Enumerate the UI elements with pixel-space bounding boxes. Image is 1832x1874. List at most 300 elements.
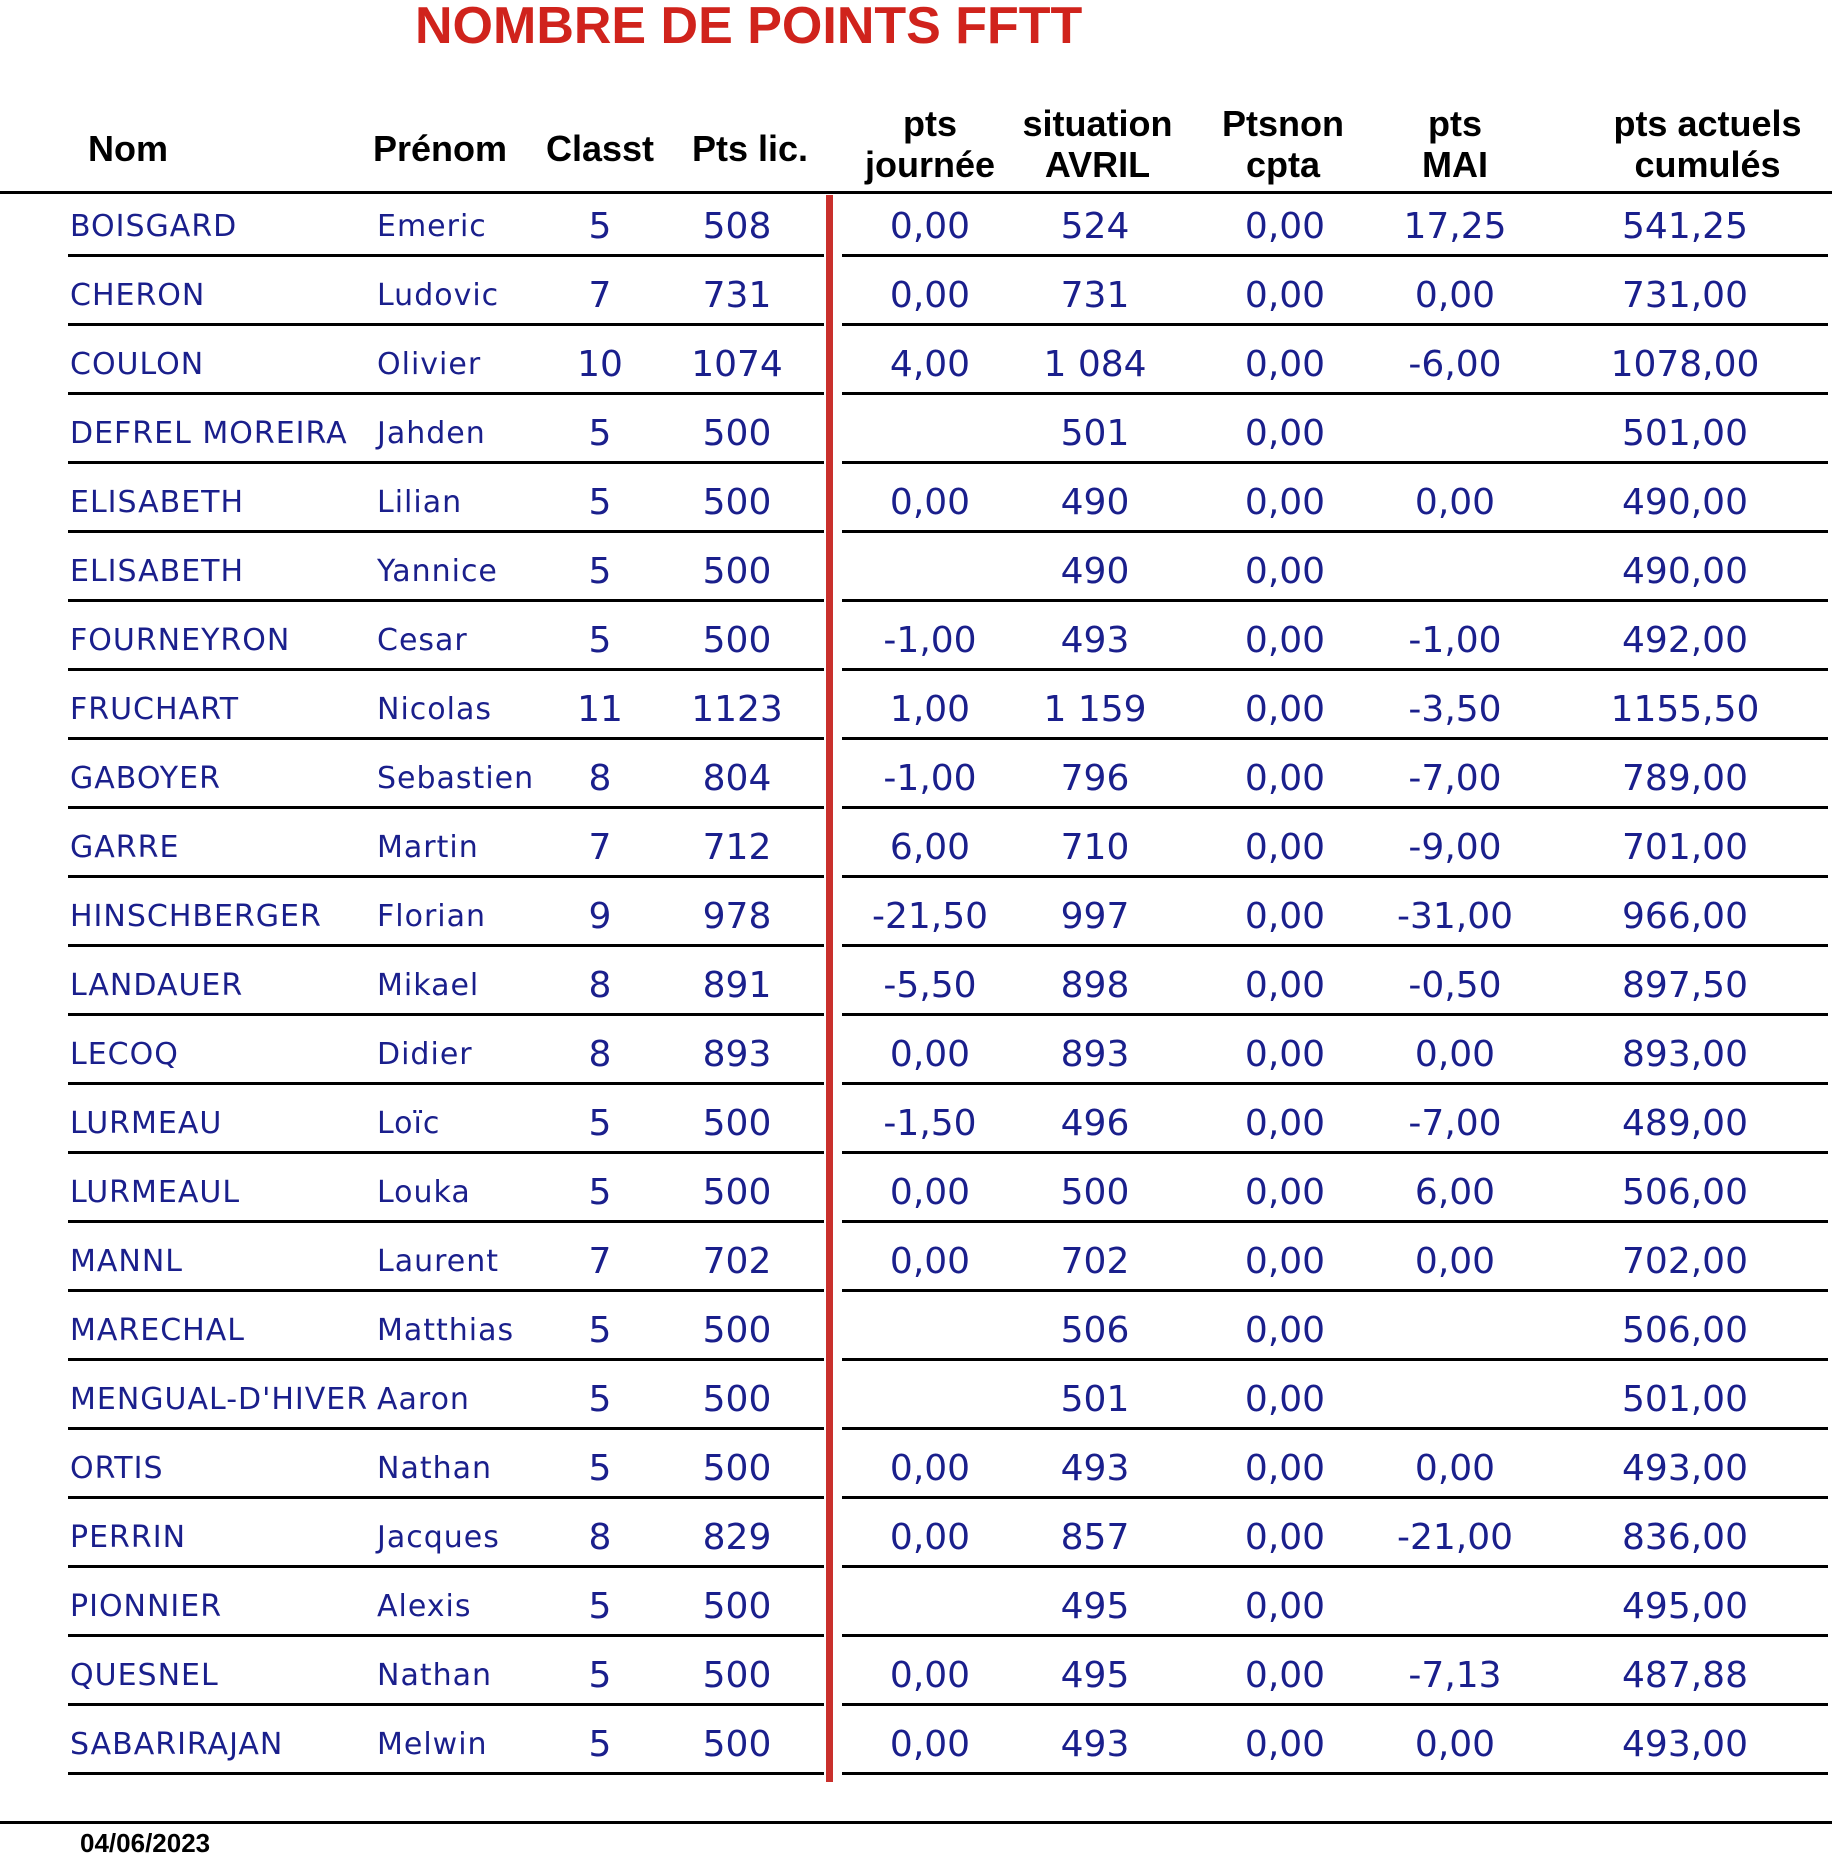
cell-pts-cumules: 501,00 [1622, 1379, 1748, 1420]
cell-prenom: Nathan [377, 1451, 492, 1486]
table-row [0, 1161, 1832, 1230]
cell-pts-lic: 829 [702, 1517, 772, 1558]
row-rule-right [842, 875, 1828, 878]
cell-classt: 5 [588, 1310, 612, 1351]
cell-nom: MENGUAL-D'HIVER [70, 1382, 369, 1417]
cell-situation-avril: 495 [1060, 1586, 1130, 1627]
table-row [0, 402, 1832, 471]
footer-date: 04/06/2023 [80, 1828, 211, 1858]
cell-prenom: Martin [377, 830, 479, 865]
cell-nom: GABOYER [70, 761, 221, 796]
cell-pts-cumules: 493,00 [1622, 1448, 1748, 1489]
header-pts-journee-line-2: journée [864, 144, 996, 185]
cell-pts-lic: 978 [702, 896, 772, 937]
cell-pts-non-cpta: 0,00 [1244, 1448, 1326, 1489]
cell-pts-journee: 0,00 [889, 1172, 971, 1213]
row-rule-left [68, 1634, 824, 1637]
cell-pts-non-cpta: 0,00 [1244, 344, 1326, 385]
cell-situation-avril: 490 [1060, 482, 1130, 523]
row-rule-right [842, 806, 1828, 809]
cell-pts-lic: 712 [702, 827, 772, 868]
cell-pts-non-cpta: 0,00 [1244, 1517, 1326, 1558]
row-rule-right [842, 1151, 1828, 1154]
table-row [0, 264, 1832, 333]
cell-pts-cumules: 789,00 [1622, 758, 1748, 799]
cell-nom: ORTIS [70, 1451, 164, 1486]
header-pts-mai-line-1: pts [1428, 103, 1482, 144]
header-classt-line-1: Classt [545, 128, 655, 169]
cell-pts-non-cpta: 0,00 [1244, 413, 1326, 454]
cell-pts-cumules: 489,00 [1622, 1103, 1748, 1144]
cell-situation-avril: 898 [1060, 965, 1130, 1006]
cell-pts-mai: 0,00 [1414, 1724, 1496, 1765]
row-rule-right [842, 1496, 1828, 1499]
row-rule-right [842, 737, 1828, 740]
row-rule-right [842, 254, 1828, 257]
cell-pts-cumules: 893,00 [1622, 1034, 1748, 1075]
cell-pts-mai [1370, 1378, 1540, 1422]
red-divider [826, 195, 833, 1782]
cell-pts-lic: 891 [702, 965, 772, 1006]
header-pts-journee [850, 103, 1010, 185]
cell-prenom: Matthias [377, 1313, 515, 1348]
header-prenom [365, 128, 515, 169]
cell-pts-journee: -5,50 [883, 965, 977, 1006]
cell-situation-avril: 1 084 [1043, 344, 1147, 385]
table-row [0, 1506, 1832, 1575]
header-pts-cumules-line-2: cumulés [1634, 144, 1781, 185]
cell-pts-lic: 500 [702, 620, 772, 661]
cell-pts-mai: 0,00 [1414, 275, 1496, 316]
cell-nom: FOURNEYRON [70, 623, 291, 658]
cell-pts-non-cpta: 0,00 [1244, 1586, 1326, 1627]
row-rule-right [842, 1565, 1828, 1568]
cell-pts-cumules: 541,25 [1622, 206, 1748, 247]
cell-situation-avril: 495 [1060, 1655, 1130, 1696]
row-rule-left [68, 1151, 824, 1154]
cell-pts-journee [845, 1378, 1015, 1422]
cell-situation-avril: 493 [1060, 620, 1130, 661]
cell-situation-avril: 893 [1060, 1034, 1130, 1075]
cell-situation-avril: 500 [1060, 1172, 1130, 1213]
cell-nom: LURMEAUL [70, 1175, 241, 1210]
cell-nom: QUESNEL [70, 1658, 219, 1693]
cell-prenom: Melwin [377, 1727, 488, 1762]
cell-pts-mai: -21,00 [1396, 1517, 1514, 1558]
row-rule-left [68, 1427, 824, 1430]
cell-pts-journee: 0,00 [889, 275, 971, 316]
cell-situation-avril: 493 [1060, 1448, 1130, 1489]
row-rule-left [68, 530, 824, 533]
cell-pts-journee: 1,00 [889, 689, 971, 730]
cell-pts-lic: 500 [702, 1172, 772, 1213]
cell-classt: 5 [588, 206, 612, 247]
table-row [0, 678, 1832, 747]
row-rule-left [68, 599, 824, 602]
cell-nom: COULON [70, 347, 205, 382]
cell-classt: 5 [588, 1586, 612, 1627]
cell-classt: 8 [588, 1034, 612, 1075]
cell-pts-non-cpta: 0,00 [1244, 1655, 1326, 1696]
table-row [0, 1023, 1832, 1092]
header-pts-non-cpta-line-2: cpta [1245, 144, 1321, 185]
cell-prenom: Florian [377, 899, 487, 934]
cell-pts-mai: 0,00 [1414, 1241, 1496, 1282]
cell-nom: SABARIRAJAN [70, 1727, 284, 1762]
cell-pts-lic: 508 [702, 206, 772, 247]
cell-pts-cumules: 506,00 [1622, 1310, 1748, 1351]
cell-situation-avril: 857 [1060, 1517, 1130, 1558]
cell-pts-mai: -0,50 [1408, 965, 1502, 1006]
cell-pts-cumules: 701,00 [1622, 827, 1748, 868]
cell-pts-journee: 0,00 [889, 1241, 971, 1282]
cell-pts-journee [845, 1309, 1015, 1353]
cell-pts-mai: 0,00 [1414, 1448, 1496, 1489]
cell-situation-avril: 501 [1060, 1379, 1130, 1420]
table-row [0, 747, 1832, 816]
cell-situation-avril: 490 [1060, 551, 1130, 592]
table-row [0, 1299, 1832, 1368]
cell-classt: 10 [577, 344, 623, 385]
cell-prenom: Nicolas [377, 692, 492, 727]
row-rule-left [68, 1496, 824, 1499]
cell-pts-journee: -1,00 [883, 620, 977, 661]
cell-pts-cumules: 1078,00 [1610, 344, 1760, 385]
cell-classt: 9 [588, 896, 612, 937]
cell-nom: LANDAUER [70, 968, 244, 1003]
cell-pts-lic: 500 [702, 1379, 772, 1420]
cell-nom: LURMEAU [70, 1106, 223, 1141]
cell-prenom: Didier [377, 1037, 473, 1072]
cell-pts-non-cpta: 0,00 [1244, 275, 1326, 316]
cell-nom: GARRE [70, 830, 180, 865]
cell-pts-non-cpta: 0,00 [1244, 965, 1326, 1006]
row-rule-left [68, 806, 824, 809]
cell-pts-non-cpta: 0,00 [1244, 206, 1326, 247]
cell-pts-mai: -7,00 [1408, 1103, 1502, 1144]
row-rule-left [68, 254, 824, 257]
cell-prenom: Cesar [377, 623, 468, 658]
cell-pts-mai [1370, 550, 1540, 594]
table-body [0, 195, 1832, 1782]
header-pts-lic-line-1: Pts lic. [691, 128, 809, 169]
header-pts-cumules-line-1: pts actuels [1613, 103, 1802, 144]
cell-classt: 8 [588, 758, 612, 799]
header-rule [0, 191, 1832, 194]
cell-classt: 7 [588, 827, 612, 868]
cell-nom: MANNL [70, 1244, 184, 1279]
cell-classt: 5 [588, 620, 612, 661]
cell-classt: 7 [588, 275, 612, 316]
cell-classt: 5 [588, 1655, 612, 1696]
cell-pts-cumules: 490,00 [1622, 551, 1748, 592]
cell-pts-lic: 500 [702, 1586, 772, 1627]
cell-pts-cumules: 495,00 [1622, 1586, 1748, 1627]
row-rule-right [842, 1289, 1828, 1292]
row-rule-left [68, 1358, 824, 1361]
table-row [0, 1437, 1832, 1506]
table-row [0, 471, 1832, 540]
row-rule-left [68, 1013, 824, 1016]
cell-pts-lic: 500 [702, 1310, 772, 1351]
row-rule-left [68, 392, 824, 395]
table-row [0, 1092, 1832, 1161]
cell-nom: HINSCHBERGER [70, 899, 322, 934]
header-situation-avril [1015, 103, 1180, 185]
table-row [0, 954, 1832, 1023]
cell-situation-avril: 501 [1060, 413, 1130, 454]
cell-classt: 5 [588, 551, 612, 592]
row-rule-left [68, 323, 824, 326]
cell-classt: 5 [588, 1379, 612, 1420]
row-rule-right [842, 668, 1828, 671]
cell-pts-lic: 500 [702, 551, 772, 592]
cell-pts-mai [1370, 1585, 1540, 1629]
cell-pts-journee: 0,00 [889, 1034, 971, 1075]
cell-classt: 8 [588, 965, 612, 1006]
cell-pts-lic: 702 [702, 1241, 772, 1282]
cell-prenom: Yannice [377, 554, 498, 589]
cell-prenom: Aaron [377, 1382, 470, 1417]
cell-pts-journee: -1,00 [883, 758, 977, 799]
cell-pts-journee: 4,00 [889, 344, 971, 385]
table-row [0, 609, 1832, 678]
row-rule-left [68, 1703, 824, 1706]
header-pts-non-cpta-line-1: Ptsnon [1222, 103, 1344, 144]
row-rule-right [842, 461, 1828, 464]
cell-pts-lic: 500 [702, 413, 772, 454]
cell-prenom: Mikael [377, 968, 480, 1003]
cell-pts-non-cpta: 0,00 [1244, 1034, 1326, 1075]
row-rule-left [68, 1565, 824, 1568]
header-situation-avril-line-1: situation [1022, 103, 1173, 144]
row-rule-right [842, 1703, 1828, 1706]
cell-pts-lic: 1123 [691, 689, 783, 730]
cell-pts-cumules: 492,00 [1622, 620, 1748, 661]
header-situation-avril-line-2: AVRIL [1044, 144, 1151, 185]
cell-pts-non-cpta: 0,00 [1244, 1379, 1326, 1420]
row-rule-left [68, 668, 824, 671]
cell-nom: FRUCHART [70, 692, 240, 727]
cell-prenom: Emeric [377, 209, 487, 244]
cell-pts-non-cpta: 0,00 [1244, 1310, 1326, 1351]
table-row [0, 540, 1832, 609]
row-rule-right [842, 1220, 1828, 1223]
cell-pts-journee: 6,00 [889, 827, 971, 868]
cell-pts-journee [845, 1585, 1015, 1629]
cell-situation-avril: 702 [1060, 1241, 1130, 1282]
cell-classt: 5 [588, 1172, 612, 1213]
header-pts-mai-line-2: MAI [1422, 144, 1488, 185]
header-nom-line-1: Nom [88, 128, 168, 169]
cell-situation-avril: 524 [1060, 206, 1130, 247]
table-row [0, 1230, 1832, 1299]
cell-pts-mai: -7,00 [1408, 758, 1502, 799]
cell-pts-lic: 500 [702, 1103, 772, 1144]
cell-pts-mai: -3,50 [1408, 689, 1502, 730]
row-rule-right [842, 1082, 1828, 1085]
cell-pts-lic: 804 [702, 758, 772, 799]
cell-pts-cumules: 966,00 [1622, 896, 1748, 937]
cell-nom: PIONNIER [70, 1589, 223, 1624]
cell-pts-lic: 500 [702, 1448, 772, 1489]
cell-prenom: Nathan [377, 1658, 492, 1693]
cell-classt: 5 [588, 1103, 612, 1144]
cell-prenom: Louka [377, 1175, 471, 1210]
cell-pts-mai: 0,00 [1414, 482, 1496, 523]
cell-classt: 5 [588, 413, 612, 454]
cell-pts-mai: -31,00 [1396, 896, 1514, 937]
row-rule-right [842, 1358, 1828, 1361]
header-prenom-line-1: Prénom [372, 128, 508, 169]
cell-pts-non-cpta: 0,00 [1244, 551, 1326, 592]
cell-prenom: Alexis [377, 1589, 472, 1624]
cell-classt: 7 [588, 1241, 612, 1282]
cell-pts-non-cpta: 0,00 [1244, 1241, 1326, 1282]
table-row [0, 1575, 1832, 1644]
cell-pts-cumules: 1155,50 [1610, 689, 1760, 730]
cell-pts-cumules: 836,00 [1622, 1517, 1748, 1558]
cell-prenom: Lilian [377, 485, 463, 520]
cell-pts-cumules: 501,00 [1622, 413, 1748, 454]
cell-prenom: Ludovic [377, 278, 500, 313]
cell-prenom: Sebastien [377, 761, 535, 796]
cell-pts-cumules: 731,00 [1622, 275, 1748, 316]
cell-prenom: Jahden [377, 416, 486, 451]
row-rule-right [842, 599, 1828, 602]
cell-pts-lic: 893 [702, 1034, 772, 1075]
cell-situation-avril: 997 [1060, 896, 1130, 937]
header-pts-lic [680, 128, 820, 169]
table-row [0, 333, 1832, 402]
row-rule-left [68, 875, 824, 878]
cell-pts-journee: 0,00 [889, 206, 971, 247]
cell-pts-non-cpta: 0,00 [1244, 758, 1326, 799]
cell-classt: 5 [588, 482, 612, 523]
cell-pts-non-cpta: 0,00 [1244, 1724, 1326, 1765]
cell-pts-non-cpta: 0,00 [1244, 1103, 1326, 1144]
cell-nom: CHERON [70, 278, 206, 313]
row-rule-left [68, 737, 824, 740]
cell-pts-mai: -1,00 [1408, 620, 1502, 661]
cell-pts-journee: -1,50 [883, 1103, 977, 1144]
cell-classt: 11 [577, 689, 623, 730]
cell-classt: 5 [588, 1448, 612, 1489]
row-rule-left [68, 1220, 824, 1223]
row-rule-left [68, 944, 824, 947]
cell-situation-avril: 710 [1060, 827, 1130, 868]
cell-pts-cumules: 487,88 [1622, 1655, 1748, 1696]
table-row [0, 885, 1832, 954]
row-rule-left [68, 1289, 824, 1292]
cell-pts-journee: 0,00 [889, 1448, 971, 1489]
row-rule-left [68, 1082, 824, 1085]
table-row [0, 1368, 1832, 1437]
cell-pts-non-cpta: 0,00 [1244, 689, 1326, 730]
header-pts-non-cpta [1198, 103, 1368, 185]
cell-pts-journee: 0,00 [889, 1517, 971, 1558]
cell-pts-cumules: 897,50 [1622, 965, 1748, 1006]
row-rule-left [68, 1772, 824, 1775]
cell-pts-journee [845, 550, 1015, 594]
footer-rule [0, 1821, 1832, 1824]
cell-nom: MARECHAL [70, 1313, 245, 1348]
header-nom [68, 128, 188, 169]
cell-pts-journee: 0,00 [889, 482, 971, 523]
table-row [0, 1644, 1832, 1713]
cell-pts-mai: -6,00 [1408, 344, 1502, 385]
cell-pts-non-cpta: 0,00 [1244, 827, 1326, 868]
cell-pts-lic: 1074 [691, 344, 783, 385]
header-classt [535, 128, 665, 169]
cell-nom: DEFREL MOREIRA [70, 416, 348, 451]
cell-pts-mai: 6,00 [1414, 1172, 1496, 1213]
cell-pts-lic: 500 [702, 482, 772, 523]
cell-situation-avril: 506 [1060, 1310, 1130, 1351]
cell-pts-mai [1370, 412, 1540, 456]
cell-pts-mai: 17,25 [1403, 206, 1507, 247]
cell-situation-avril: 496 [1060, 1103, 1130, 1144]
cell-pts-non-cpta: 0,00 [1244, 896, 1326, 937]
row-rule-right [842, 323, 1828, 326]
cell-nom: BOISGARD [70, 209, 238, 244]
cell-pts-journee: 0,00 [889, 1724, 971, 1765]
cell-pts-non-cpta: 0,00 [1244, 1172, 1326, 1213]
header-pts-cumules [1600, 103, 1815, 185]
cell-pts-cumules: 506,00 [1622, 1172, 1748, 1213]
cell-situation-avril: 1 159 [1043, 689, 1147, 730]
cell-prenom: Olivier [377, 347, 482, 382]
cell-pts-mai [1370, 1309, 1540, 1353]
cell-pts-non-cpta: 0,00 [1244, 482, 1326, 523]
cell-pts-cumules: 490,00 [1622, 482, 1748, 523]
cell-pts-mai: 0,00 [1414, 1034, 1496, 1075]
table-row [0, 816, 1832, 885]
cell-pts-mai: -9,00 [1408, 827, 1502, 868]
cell-pts-lic: 731 [702, 275, 772, 316]
cell-pts-journee [845, 412, 1015, 456]
cell-classt: 8 [588, 1517, 612, 1558]
cell-classt: 5 [588, 1724, 612, 1765]
page-title: NOMBRE DE POINTS FFTT [415, 0, 1083, 55]
cell-nom: ELISABETH [70, 554, 245, 589]
row-rule-left [68, 461, 824, 464]
cell-situation-avril: 493 [1060, 1724, 1130, 1765]
cell-pts-non-cpta: 0,00 [1244, 620, 1326, 661]
cell-pts-journee: -21,50 [871, 896, 989, 937]
row-rule-right [842, 1013, 1828, 1016]
table-row [0, 195, 1832, 264]
table-row [0, 1713, 1832, 1782]
cell-pts-cumules: 493,00 [1622, 1724, 1748, 1765]
cell-prenom: Jacques [377, 1520, 500, 1555]
header-pts-mai [1385, 103, 1525, 185]
cell-situation-avril: 796 [1060, 758, 1130, 799]
row-rule-right [842, 1427, 1828, 1430]
cell-prenom: Laurent [377, 1244, 500, 1279]
cell-nom: PERRIN [70, 1520, 187, 1555]
cell-prenom: Loïc [377, 1106, 441, 1141]
row-rule-right [842, 530, 1828, 533]
cell-pts-lic: 500 [702, 1655, 772, 1696]
cell-pts-journee: 0,00 [889, 1655, 971, 1696]
cell-pts-lic: 500 [702, 1724, 772, 1765]
header-pts-journee-line-1: pts [903, 103, 957, 144]
row-rule-right [842, 392, 1828, 395]
row-rule-right [842, 1634, 1828, 1637]
row-rule-right [842, 944, 1828, 947]
cell-pts-cumules: 702,00 [1622, 1241, 1748, 1282]
